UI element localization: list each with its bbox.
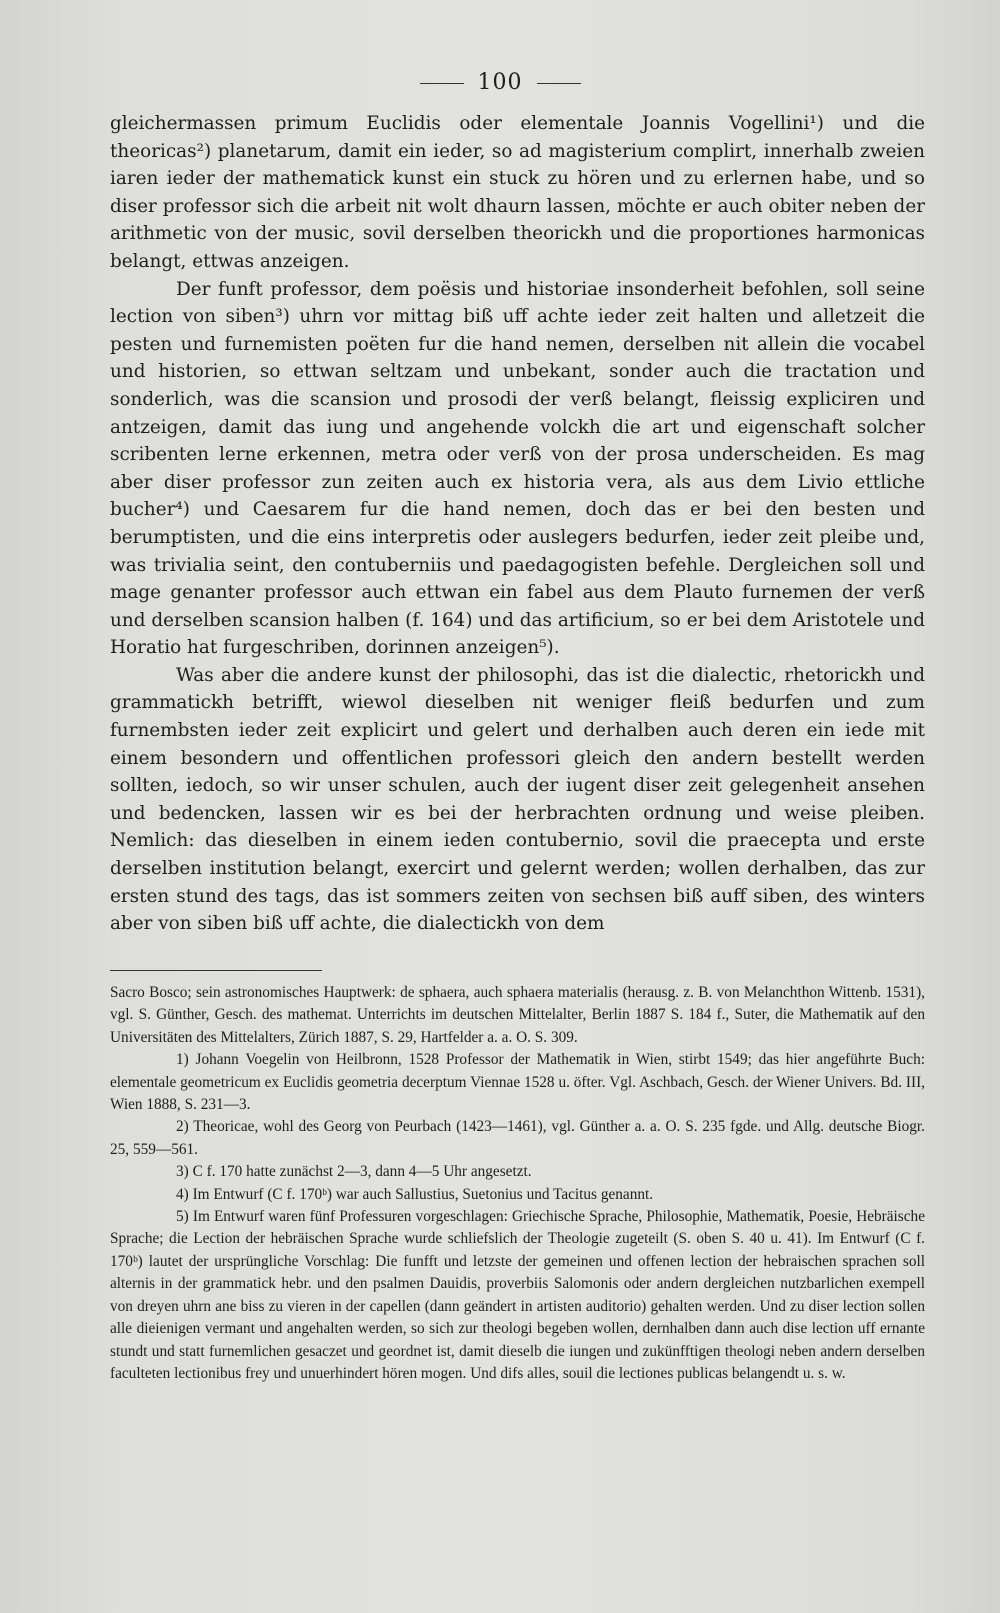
page-number: 100 (477, 70, 523, 95)
paragraph-3: Was aber die andere kunst der philosophi, das ist die dialectic, rhetorickh und grammatickh betrifft, wiewol dieselben nit weniger fleiß bedurfen und zum furnembsten ieder zeit explicirt und gelert und derhalben auch deren ein iede mit einem besondern und offentlichen professori gleich den andern bestellt werden sollten, iedoch, so wir unser schulen, auch der iugent diser zeit gelegenheit ansehen und bedencken, lassen wir es bei der herbrachten ordnung und weise pleiben. Nemlich: das dieselben in einem ieden contubernio, sovil die praecepta und erste derselben institution belangt, exercirt und gelernt werden; wollen derhalben, das zur ersten stund des tags, das ist sommers zeiten von sechsen biß auff siben, des winters aber von siben biß uff achte, die dialectickh von dem (110, 664, 925, 935)
header-dash-right (537, 83, 581, 84)
footnote-continuation: Sacro Bosco; sein astronomisches Hauptwerk: de sphaera, auch sphaera materialis (herausg. z. B. von Melanchthon Wittenb. 1531), vgl. S. Günther, Gesch. des mathemat. Unterrichts im deutschen Mittelalter, Berlin 1887 S. 184 f., Suter, die Mathematik auf den Universitäten des Mittelalters, Zürich 1887, S. 29, Hartfelder a. a. O. S. 309. (110, 984, 925, 1046)
footnote-5: 5) Im Entwurf waren fünf Professuren vorgeschlagen: Griechische Sprache, Philosophie, Mathematik, Poesie, Hebräische Sprache; die Lection der hebräischen Sprache wurde schliefslich der Theologie zugeteilt (S. oben S. 40 u. 41). Im Entwurf (C f. 170ᵇ) lautet der ursprüngliche Vorschlag: Die funfft und letzste der gemeinen und offenen lection der hebraischen sprachen soll alternis in der grammatick hebr. und den psalmen Dauidis, proverbiis Salomonis oder andern dergleichen nutzbarlichen exempell von dreyen uhrn ane biss zu vieren in der capellen (dann geändert in artisten auditorio) gehalten werden. Und zu diser lection sollen alle dieienigen vermant und angehalten werden, so sich zur theologi begeben wollen, dernhalben dann auch dise lection uff ernante stundt und statt furnemlichen gesaczet und geordnet ist, damit dieselb die iungen und zukünfftigen theologi neben andern derselben faculteten lectionibus frey und unuerhindert hören mogen. Und difs alles, souil die lectiones publicas belangendt u. s. w. (110, 1208, 925, 1382)
paragraph-2: Der funft professor, dem poësis und historiae insonderheit befohlen, soll seine lection von siben³) uhrn vor mittag biß uff achte ieder zeit halten und alletzeit die pesten und furnemisten poëten fur die hand nemen, derselben nit allein die vocabel und historien, so ettwan seltzam und unbekant, sonder auch die tractation und sonderlich, was die scansion und prosodi der verß belangt, fleissig expliciren und antzeigen, damit das iung und angehende volckh die art und eigenschaft solcher scribenten lerne erkennen, metra oder verß von der prosa underscheiden. Es mag aber diser professor zun zeiten auch ex historia vera, als aus dem Livio ettliche bucher⁴) und Caesarem fur die hand nemen, doch das er bei den besten und berumptisten, und die eins interpretis oder auslegers bedurfen, ieder zeit pleibe und, was trivialia seint, den contuberniis und paedagogisten befehle. Dergleichen soll und mage genanter professor auch ettwan ein fabel aus dem Plauto furnemen der verß und derselben scansion halben (f. 164) und das artificium, so er bei dem Aristotele und Horatio hat furgeschriben, dorinnen anzeigen⁵). (110, 278, 925, 659)
footnotes (110, 982, 925, 1385)
footnote-3: 3) C f. 170 hatte zunächst 2—3, dann 4—5 Uhr angesetzt. (176, 1163, 532, 1181)
header-dash-left (420, 83, 464, 84)
paragraph-1: gleichermassen primum Euclidis oder elementale Joannis Vogellini¹) und die theoricas²) planetarum, damit ein ieder, so ad magisterium complirt, innerhalb zweien iaren ieder der mathematick kunst ein stuck zu hören und zu erlernen habe, und so diser professor sich die arbeit nit wolt dhaurn lassen, möchte er auch obiter neben der arithmetic von der music, sovil derselben theorickh und die proportiones harmonicas belangt, ettwas anzeigen. (110, 113, 925, 272)
main-text (110, 110, 925, 938)
page-header (0, 68, 1000, 98)
footnote-1: 1) Johann Voegelin von Heilbronn, 1528 Professor der Mathematik in Wien, stirbt 1549; das hier angeführte Buch: elementale geometricum ex Euclidis geometria decerptum Viennae 1528 u. öfter. Vgl. Aschbach, Gesch. der Wiener Univers. Bd. III, Wien 1888, S. 231—3. (110, 1051, 925, 1114)
footnote-separator (110, 970, 322, 971)
footnote-4: 4) Im Entwurf (C f. 170ᵇ) war auch Sallustius, Suetonius und Tacitus genannt. (176, 1185, 654, 1203)
footnote-2: 2) Theoricae, wohl des Georg von Peurbach (1423—1461), vgl. Günther a. a. O. S. 235 fgde. und Allg. deutsche Biogr. 25, 559—561. (110, 1118, 925, 1158)
